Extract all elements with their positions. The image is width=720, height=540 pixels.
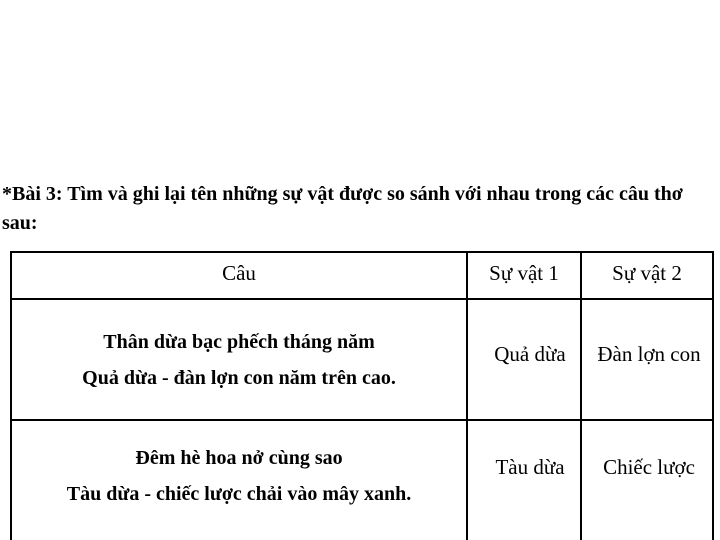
verse-line: Tàu dừa - chiếc lược chải vào mây xanh. [66,483,412,505]
row-2-item-1: Tàu dừa [495,454,565,479]
verse-line: Đêm hè hoa nở cùng sao [135,447,343,469]
verse-line: Thân dừa bạc phếch tháng năm [103,330,375,353]
header-su-vat-1: Sự vật 1 [489,260,559,285]
exercise-label: *Bài 3: [2,183,63,205]
row-1-item-1: Quả dừa [494,341,566,366]
row-2-item-2: Chiếc lược [603,454,695,479]
table-row-1-verse [12,300,466,419]
exercise-text: Tìm và ghi lại tên những sự vật được so sánh với nhau trong các câu thơ sau: [2,183,683,234]
exercise-instruction [2,180,718,238]
row-1-item-2: Đàn lợn con [597,341,701,366]
header-su-vat-2: Sự vật 2 [612,260,682,285]
header-cau: Câu [222,260,256,285]
table-row-2-verse [12,421,466,531]
verse-line: Quả dừa - đàn lợn con năm trên cao. [82,366,396,389]
